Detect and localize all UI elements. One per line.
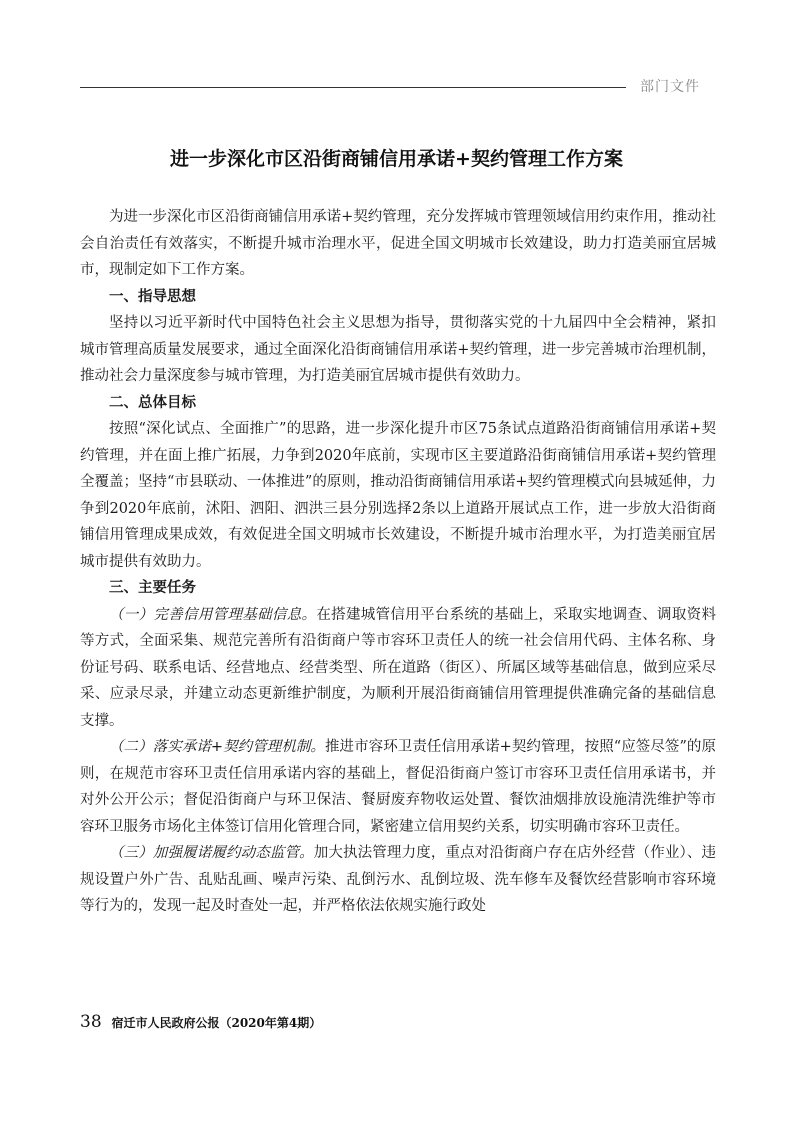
intro-paragraph: 为进一步深化市区沿街商铺信用承诺+契约管理，充分发挥城市管理领域信用约束作用，推动社会自治责任有效落实，不断提升城市治理水平，促进全国文明城市长效建设，助力打造美丽宜居城市，现制定如下工作方案。	[80, 209, 716, 278]
section-heading-overall-goals: 二、总体目标	[109, 394, 196, 411]
task-item-1	[80, 602, 716, 735]
task-item-1-text: 在搭建城管信用平台系统的基础上，采取实地调查、调取资料等方式，全面采集、规范完善所有沿街商户等市容环卫责任人的统一社会信用代码、主体名称、身份证号码、联系电话、经营地点、经营类型、所在道路（街区）、所属区域等基础信息，做到应采尽采、应录尽录，并建立动态更新维护制度，为顺利开展沿街商铺信用管理提供准确完备的基础信息支撑。	[80, 606, 716, 729]
section-heading-guiding-ideology: 一、指导思想	[109, 288, 196, 305]
task-item-1-lead: （一）完善信用管理基础信息。	[109, 606, 317, 623]
section-heading-main-tasks: 三、主要任务	[109, 580, 196, 596]
task-item-2-text: 推进市容环卫责任信用承诺+契约管理，按照“应签尽签”的原则，在规范市容环卫责任信用承诺内容的基础上，督促沿街商户签订市容环卫责任信用承诺书，并对外公开公示；督促沿街商户与环卫保洁、餐厨废弃物收运处置、餐饮油烟排放设施清洗维护等市容环卫服务市场化主体签订信用化管理合同，紧密建立信用契约关系，切实明确市容环卫责任。	[80, 739, 716, 835]
task-item-3	[80, 840, 716, 920]
task-item-3-lead: （三）加强履诺履约动态监管。	[109, 845, 314, 861]
task-item-2	[80, 734, 716, 840]
document-title: 进一步深化市区沿街商铺信用承诺+契约管理工作方案	[170, 148, 623, 170]
page-number: 38	[80, 1012, 102, 1032]
publication-name: 宿迁市人民政府公报	[111, 1016, 220, 1030]
header-rule	[80, 87, 626, 88]
publication-issue: （2020年第4期）	[219, 1016, 322, 1030]
section-tag: 部门文件	[640, 79, 700, 95]
document-body	[80, 204, 716, 920]
task-item-3-text: 加大执法管理力度，重点对沿街商户存在店外经营（作业）、违规设置户外广告、乱贴乱画、噪声污染、乱倒污水、乱倒垃圾、洗车修车及餐饮经营影响市容环境等行为的，发现一起及时查处一起，并严格依法依规实施行政处	[80, 845, 717, 914]
task-item-2-lead: （二）落实承诺+契约管理机制。	[109, 739, 325, 755]
page-footer	[80, 1012, 321, 1032]
section-paragraph-overall-goals: 按照“深化试点、全面推广”的思路，进一步深化提升市区75条试点道路沿街商铺信用承诺+契约管理，并在面上推广拓展，力争到2020年底前，实现市区主要道路沿街商铺信用承诺+契约管理全覆盖；坚持“市县联动、一体推进”的原则，推动沿街商铺信用承诺+契约管理模式向县城延伸，力争到2020年底前，沭阳、泗阳、泗洪三县分别选择2条以上道路开展试点工作，进一步放大沿街商铺信用管理成果成效，有效促进全国文明城市长效建设，不断提升城市治理水平，为打造美丽宜居城市提供有效助力。	[80, 421, 716, 570]
section-paragraph-guiding-ideology: 坚持以习近平新时代中国特色社会主义思想为指导，贯彻落实党的十九届四中全会精神，紧扣城市管理高质量发展要求，通过全面深化沿街商铺信用承诺+契约管理，进一步完善城市治理机制，推动社会力量深度参与城市管理，为打造美丽宜居城市提供有效助力。	[80, 315, 716, 384]
